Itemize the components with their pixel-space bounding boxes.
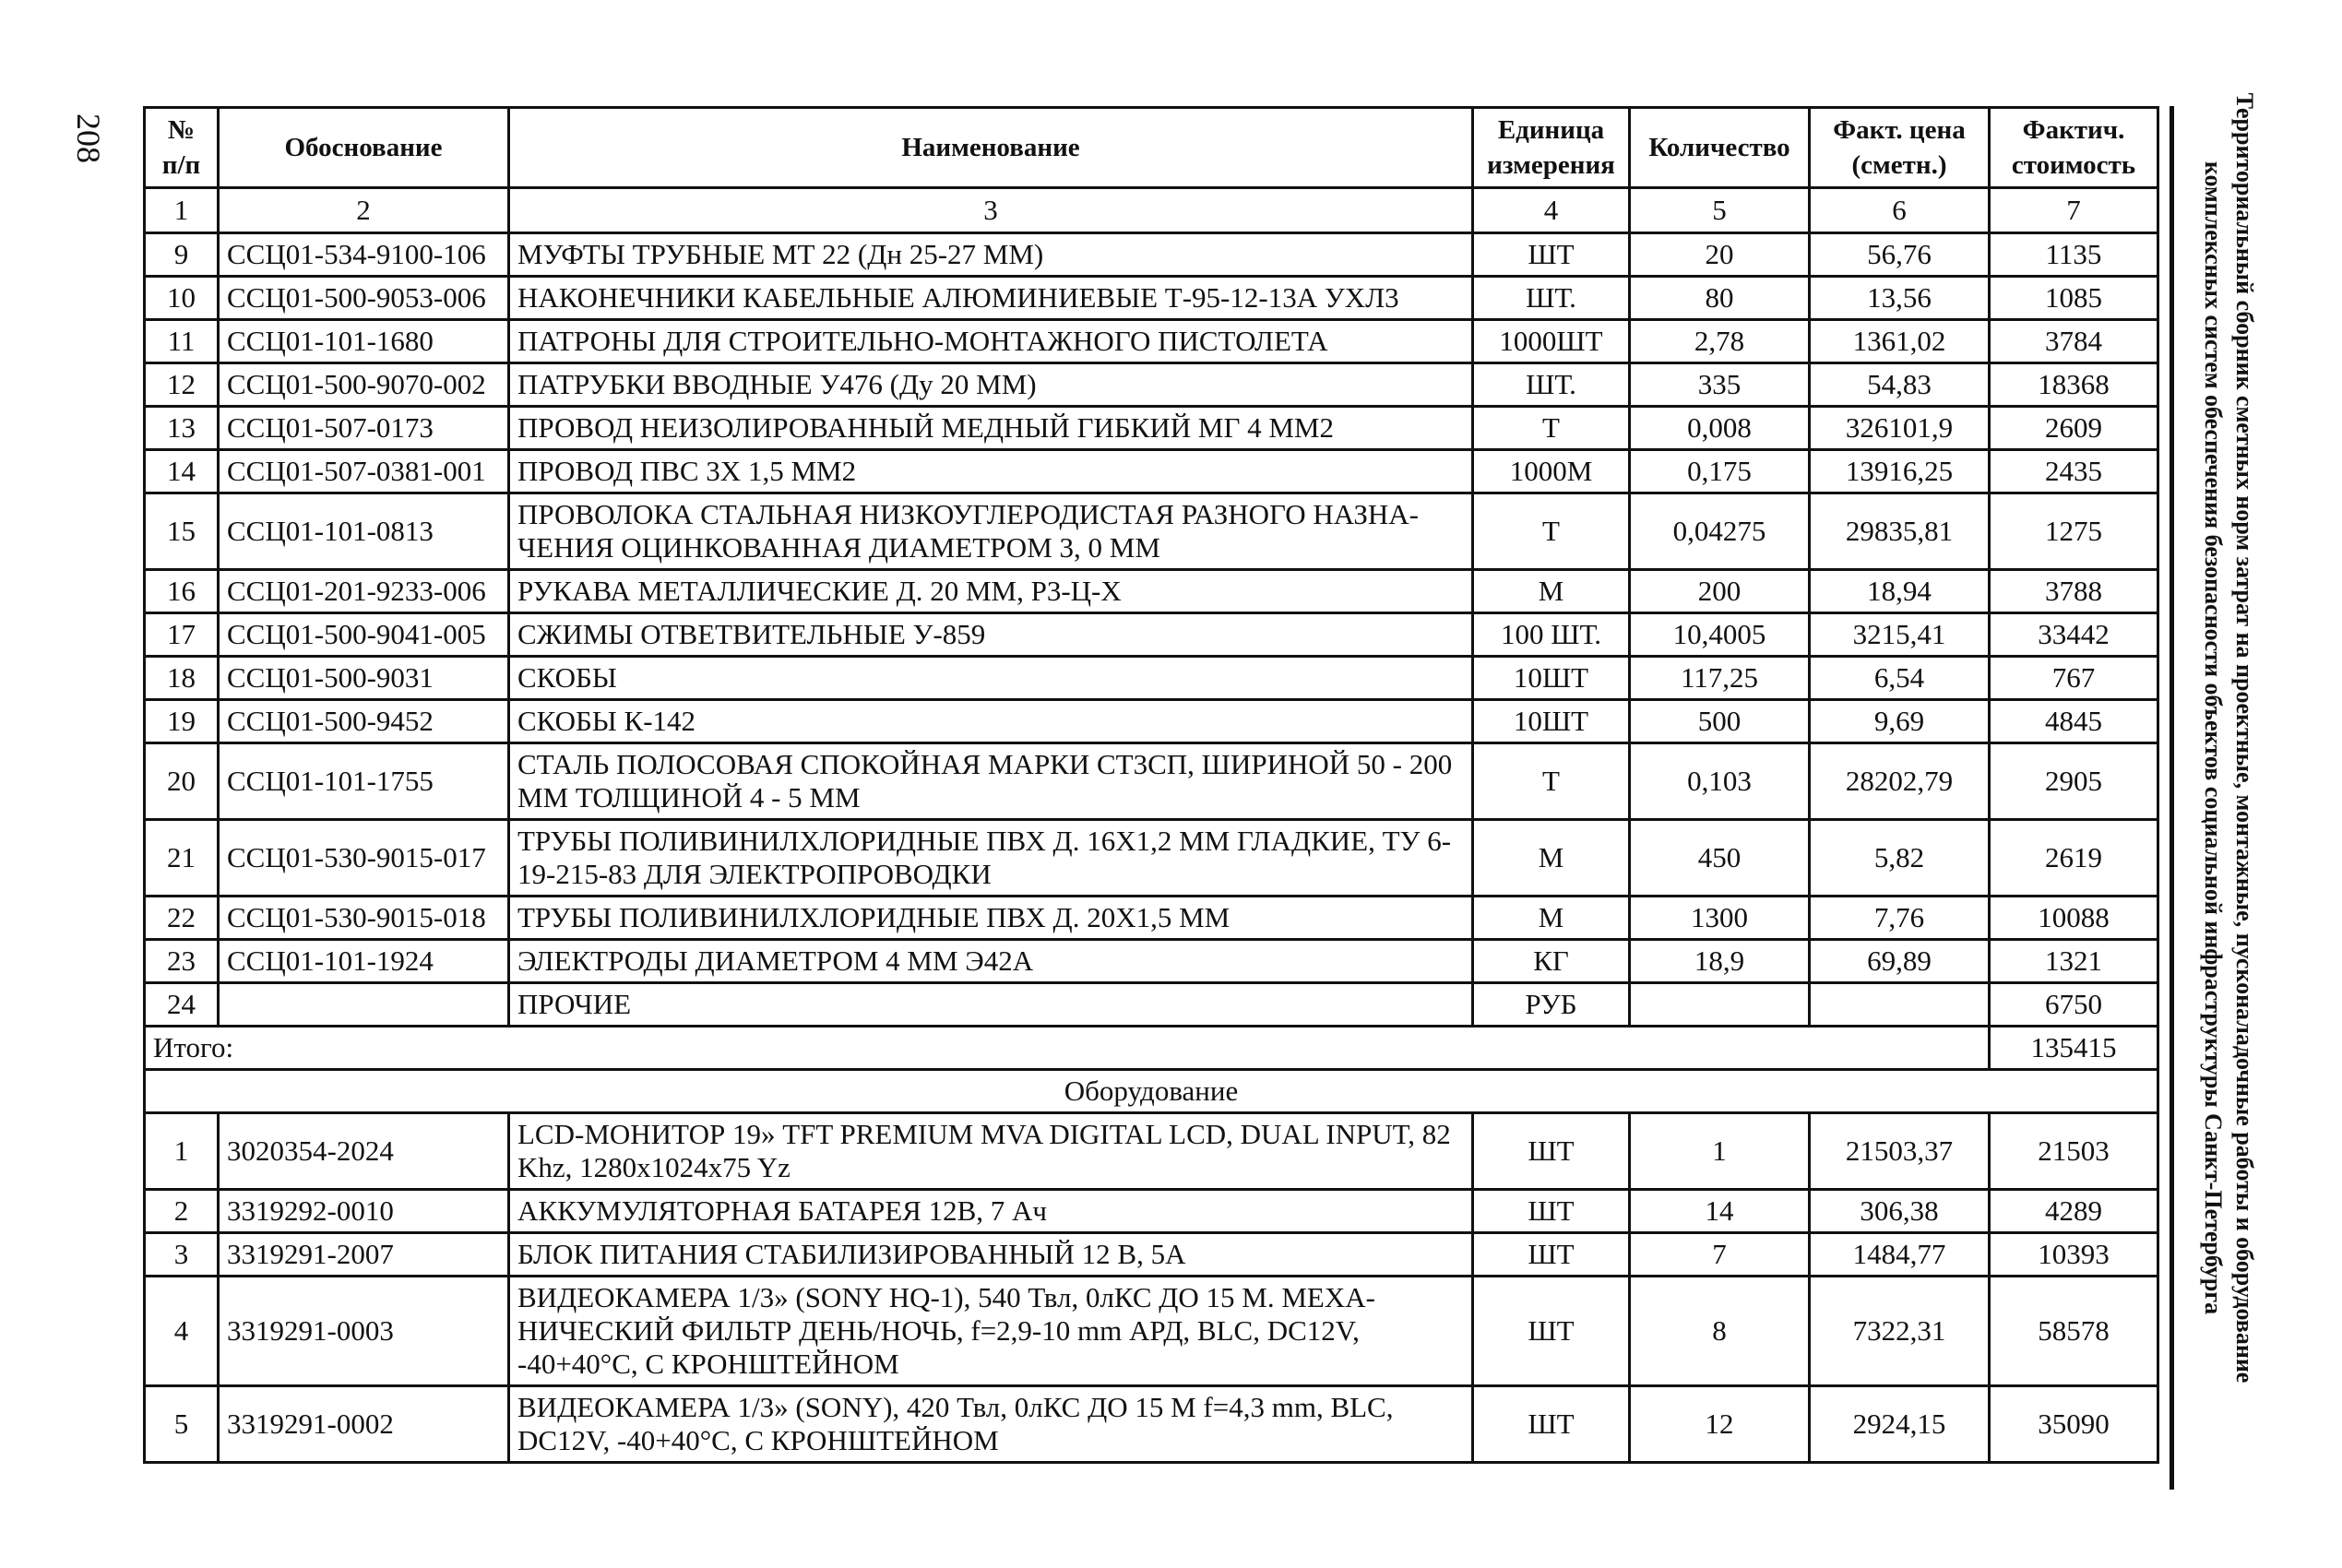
row-quantity: 450 (1630, 820, 1810, 897)
row-price: 306,38 (1810, 1190, 1990, 1233)
column-number: 6 (1810, 188, 1990, 233)
row-quantity: 0,008 (1630, 407, 1810, 450)
row-cost: 4845 (1990, 700, 2158, 743)
row-price: 7322,31 (1810, 1277, 1990, 1386)
table-row (145, 897, 2158, 940)
row-price: 28202,79 (1810, 743, 1990, 820)
table-row (145, 363, 2158, 407)
row-name: ТРУБЫ ПОЛИВИНИЛХЛОРИДНЫЕ ПВХ Д. 20Х1,5 ММ (509, 897, 1473, 940)
row-unit: ШТ (1473, 1233, 1630, 1277)
row-quantity: 200 (1630, 570, 1810, 613)
row-price: 1361,02 (1810, 320, 1990, 363)
row-quantity: 1 (1630, 1113, 1810, 1190)
header-basis: Обоснование (219, 108, 509, 188)
row-unit: М (1473, 570, 1630, 613)
row-price: 2924,15 (1810, 1386, 1990, 1463)
row-name: НАКОНЕЧНИКИ КАБЕЛЬНЫЕ АЛЮМИНИЕВЫЕ Т-95-12-13А УХЛ3 (509, 277, 1473, 320)
row-number: 23 (145, 940, 219, 983)
total-row (145, 1027, 2158, 1070)
row-cost: 6750 (1990, 983, 2158, 1027)
row-name: ВИДЕОКАМЕРА 1/3» (SONY), 420 Твл, 0лКС ДО 15 М f=4,3 mm, BLC, DC12V, -40+40°С, С КРОНШТЕЙНОМ (509, 1386, 1473, 1463)
row-quantity: 12 (1630, 1386, 1810, 1463)
column-number: 5 (1630, 188, 1810, 233)
row-unit: Т (1473, 743, 1630, 820)
row-quantity: 0,103 (1630, 743, 1810, 820)
row-cost: 10088 (1990, 897, 2158, 940)
row-number: 14 (145, 450, 219, 493)
row-quantity: 0,175 (1630, 450, 1810, 493)
header-price: Факт. цена (сметн.) (1810, 108, 1990, 188)
row-cost: 1135 (1990, 233, 2158, 277)
header-cost: Фактич. стоимость (1990, 108, 2158, 188)
row-number: 24 (145, 983, 219, 1027)
row-cost: 35090 (1990, 1386, 2158, 1463)
row-number: 20 (145, 743, 219, 820)
side-rule (2170, 106, 2174, 1490)
row-unit: 1000М (1473, 450, 1630, 493)
table-row (145, 1233, 2158, 1277)
row-name: БЛОК ПИТАНИЯ СТАБИЛИЗИРОВАННЫЙ 12 В, 5А (509, 1233, 1473, 1277)
row-number: 2 (145, 1190, 219, 1233)
row-name: РУКАВА МЕТАЛЛИЧЕСКИЕ Д. 20 ММ, Р3-Ц-Х (509, 570, 1473, 613)
table-row (145, 1113, 2158, 1190)
row-name: ПАТРОНЫ ДЛЯ СТРОИТЕЛЬНО-МОНТАЖНОГО ПИСТОЛЕТА (509, 320, 1473, 363)
row-number: 5 (145, 1386, 219, 1463)
row-name: СКОБЫ К-142 (509, 700, 1473, 743)
row-name: ПРОВОД НЕИЗОЛИРОВАННЫЙ МЕДНЫЙ ГИБКИЙ МГ 4 ММ2 (509, 407, 1473, 450)
row-cost: 2905 (1990, 743, 2158, 820)
row-price: 21503,37 (1810, 1113, 1990, 1190)
row-name: МУФТЫ ТРУБНЫЕ МТ 22 (Дн 25-27 ММ) (509, 233, 1473, 277)
table-row (145, 1386, 2158, 1463)
row-name: СТАЛЬ ПОЛОСОВАЯ СПОКОЙНАЯ МАРКИ СТ3СП, ШИРИНОЙ 50 - 200 ММ ТОЛЩИНОЙ 4 - 5 ММ (509, 743, 1473, 820)
row-basis: ССЦ01-534-9100-106 (219, 233, 509, 277)
row-name: ПРОЧИЕ (509, 983, 1473, 1027)
column-number-row (145, 188, 2158, 233)
row-name: ТРУБЫ ПОЛИВИНИЛХЛОРИДНЫЕ ПВХ Д. 16Х1,2 ММ ГЛАДКИЕ, ТУ 6-19-215-83 ДЛЯ ЭЛЕКТРОПРОВОДКИ (509, 820, 1473, 897)
row-price: 5,82 (1810, 820, 1990, 897)
row-unit: ШТ (1473, 1113, 1630, 1190)
row-unit: 1000ШТ (1473, 320, 1630, 363)
row-quantity: 8 (1630, 1277, 1810, 1386)
materials-body (145, 233, 2158, 1027)
header-number: № п/п (145, 108, 219, 188)
row-cost: 18368 (1990, 363, 2158, 407)
row-price: 69,89 (1810, 940, 1990, 983)
row-name: ЭЛЕКТРОДЫ ДИАМЕТРОМ 4 ММ Э42А (509, 940, 1473, 983)
total-label: Итого: (145, 1027, 1990, 1070)
table-row (145, 407, 2158, 450)
row-quantity: 20 (1630, 233, 1810, 277)
row-basis: ССЦ01-500-9452 (219, 700, 509, 743)
table-row (145, 657, 2158, 700)
row-number: 18 (145, 657, 219, 700)
row-price: 13916,25 (1810, 450, 1990, 493)
row-cost: 21503 (1990, 1113, 2158, 1190)
row-number: 17 (145, 613, 219, 657)
row-basis: ССЦ01-500-9041-005 (219, 613, 509, 657)
row-cost: 1321 (1990, 940, 2158, 983)
estimate-table (143, 106, 2159, 1464)
row-number: 22 (145, 897, 219, 940)
row-basis: ССЦ01-507-0381-001 (219, 450, 509, 493)
row-price: 18,94 (1810, 570, 1990, 613)
row-number: 9 (145, 233, 219, 277)
page-number: 208 (70, 113, 107, 163)
row-number: 4 (145, 1277, 219, 1386)
header-name: Наименование (509, 108, 1473, 188)
table-row (145, 940, 2158, 983)
side-header-line-1: Территориальный сборник сметных норм затрат на проектные, монтажные, пусконаладочные работы и оборудование (2231, 92, 2258, 1384)
row-quantity: 335 (1630, 363, 1810, 407)
row-cost: 2435 (1990, 450, 2158, 493)
table-row (145, 493, 2158, 570)
row-quantity: 10,4005 (1630, 613, 1810, 657)
row-quantity: 7 (1630, 1233, 1810, 1277)
column-number: 7 (1990, 188, 2158, 233)
row-number: 13 (145, 407, 219, 450)
row-name: ПАТРУБКИ ВВОДНЫЕ У476 (Ду 20 ММ) (509, 363, 1473, 407)
row-basis: ССЦ01-507-0173 (219, 407, 509, 450)
row-cost: 4289 (1990, 1190, 2158, 1233)
row-unit: ШТ (1473, 1190, 1630, 1233)
row-quantity: 2,78 (1630, 320, 1810, 363)
row-name: СКОБЫ (509, 657, 1473, 700)
header-row (145, 108, 2158, 188)
row-number: 1 (145, 1113, 219, 1190)
row-cost: 1085 (1990, 277, 2158, 320)
row-unit: ШТ (1473, 233, 1630, 277)
row-basis: ССЦ01-500-9070-002 (219, 363, 509, 407)
row-name: ВИДЕОКАМЕРА 1/3» (SONY HQ-1), 540 Твл, 0лКС ДО 15 М. МЕХА-НИЧЕСКИЙ ФИЛЬТР ДЕНЬ/НОЧЬ, f=2,9-10 mm АРД, BLC, DC12V, -40+40°С, С КРОНШТЕЙНОМ (509, 1277, 1473, 1386)
row-price: 1484,77 (1810, 1233, 1990, 1277)
row-cost: 58578 (1990, 1277, 2158, 1386)
row-unit: РУБ (1473, 983, 1630, 1027)
row-basis: 3319292-0010 (219, 1190, 509, 1233)
table-row (145, 1277, 2158, 1386)
row-price: 13,56 (1810, 277, 1990, 320)
row-unit: ШТ. (1473, 277, 1630, 320)
row-cost: 767 (1990, 657, 2158, 700)
row-basis: 3319291-0002 (219, 1386, 509, 1463)
table-row (145, 277, 2158, 320)
table-row (145, 570, 2158, 613)
row-price: 7,76 (1810, 897, 1990, 940)
row-name: ПРОВОЛОКА СТАЛЬНАЯ НИЗКОУГЛЕРОДИСТАЯ РАЗНОГО НАЗНА-ЧЕНИЯ ОЦИНКОВАННАЯ ДИАМЕТРОМ 3, 0 ММ (509, 493, 1473, 570)
equipment-section-row (145, 1070, 2158, 1113)
row-basis: ССЦ01-530-9015-018 (219, 897, 509, 940)
row-price: 326101,9 (1810, 407, 1990, 450)
row-quantity: 117,25 (1630, 657, 1810, 700)
row-basis (219, 983, 509, 1027)
row-basis: ССЦ01-201-9233-006 (219, 570, 509, 613)
row-unit: 10ШТ (1473, 700, 1630, 743)
row-basis: ССЦ01-101-1680 (219, 320, 509, 363)
row-quantity: 14 (1630, 1190, 1810, 1233)
side-header-line-2: комплексных систем обеспечения безопасности объектов социальной инфраструктуры Санкт-Петербурга (2200, 160, 2227, 1315)
header-quantity: Количество (1630, 108, 1810, 188)
table-row (145, 700, 2158, 743)
row-quantity: 0,04275 (1630, 493, 1810, 570)
row-number: 16 (145, 570, 219, 613)
column-number: 4 (1473, 188, 1630, 233)
row-basis: ССЦ01-101-0813 (219, 493, 509, 570)
row-cost: 1275 (1990, 493, 2158, 570)
row-quantity: 500 (1630, 700, 1810, 743)
table-row (145, 613, 2158, 657)
row-cost: 3784 (1990, 320, 2158, 363)
row-name: LCD-МОНИТОР 19» TFT PREMIUM MVA DIGITAL LCD, DUAL INPUT, 82 Khz, 1280x1024x75 Yz (509, 1113, 1473, 1190)
column-number: 1 (145, 188, 219, 233)
table-row (145, 743, 2158, 820)
row-number: 21 (145, 820, 219, 897)
row-number: 3 (145, 1233, 219, 1277)
total-value: 135415 (1990, 1027, 2158, 1070)
row-unit: 100 ШТ. (1473, 613, 1630, 657)
row-basis: 3020354-2024 (219, 1113, 509, 1190)
row-unit: Т (1473, 407, 1630, 450)
row-cost: 2609 (1990, 407, 2158, 450)
row-quantity: 1300 (1630, 897, 1810, 940)
row-unit: Т (1473, 493, 1630, 570)
table-row (145, 983, 2158, 1027)
row-cost: 3788 (1990, 570, 2158, 613)
row-quantity: 18,9 (1630, 940, 1810, 983)
table-row (145, 1190, 2158, 1233)
equipment-section-title: Оборудование (145, 1070, 2158, 1113)
row-number: 11 (145, 320, 219, 363)
row-name: СЖИМЫ ОТВЕТВИТЕЛЬНЫЕ У-859 (509, 613, 1473, 657)
row-price: 6,54 (1810, 657, 1990, 700)
row-price: 3215,41 (1810, 613, 1990, 657)
row-number: 15 (145, 493, 219, 570)
row-unit: М (1473, 820, 1630, 897)
equipment-body (145, 1113, 2158, 1463)
row-price: 54,83 (1810, 363, 1990, 407)
row-unit: ШТ (1473, 1277, 1630, 1386)
row-unit: ШТ (1473, 1386, 1630, 1463)
table-row (145, 820, 2158, 897)
row-name: АККУМУЛЯТОРНАЯ БАТАРЕЯ 12В, 7 Ач (509, 1190, 1473, 1233)
row-number: 10 (145, 277, 219, 320)
row-unit: М (1473, 897, 1630, 940)
row-price: 29835,81 (1810, 493, 1990, 570)
row-cost: 2619 (1990, 820, 2158, 897)
row-basis: ССЦ01-530-9015-017 (219, 820, 509, 897)
row-price: 56,76 (1810, 233, 1990, 277)
row-name: ПРОВОД ПВС 3Х 1,5 ММ2 (509, 450, 1473, 493)
row-basis: ССЦ01-500-9031 (219, 657, 509, 700)
row-basis: 3319291-2007 (219, 1233, 509, 1277)
row-basis: 3319291-0003 (219, 1277, 509, 1386)
row-basis: ССЦ01-101-1755 (219, 743, 509, 820)
table-row (145, 320, 2158, 363)
row-number: 12 (145, 363, 219, 407)
row-basis: ССЦ01-101-1924 (219, 940, 509, 983)
row-basis: ССЦ01-500-9053-006 (219, 277, 509, 320)
header-unit: Единица измерения (1473, 108, 1630, 188)
row-quantity: 80 (1630, 277, 1810, 320)
row-price (1810, 983, 1990, 1027)
row-unit: КГ (1473, 940, 1630, 983)
column-number: 3 (509, 188, 1473, 233)
column-number: 2 (219, 188, 509, 233)
table-row (145, 233, 2158, 277)
row-unit: 10ШТ (1473, 657, 1630, 700)
row-cost: 10393 (1990, 1233, 2158, 1277)
row-cost: 33442 (1990, 613, 2158, 657)
row-number: 19 (145, 700, 219, 743)
row-unit: ШТ. (1473, 363, 1630, 407)
row-quantity (1630, 983, 1810, 1027)
table-row (145, 450, 2158, 493)
row-price: 9,69 (1810, 700, 1990, 743)
